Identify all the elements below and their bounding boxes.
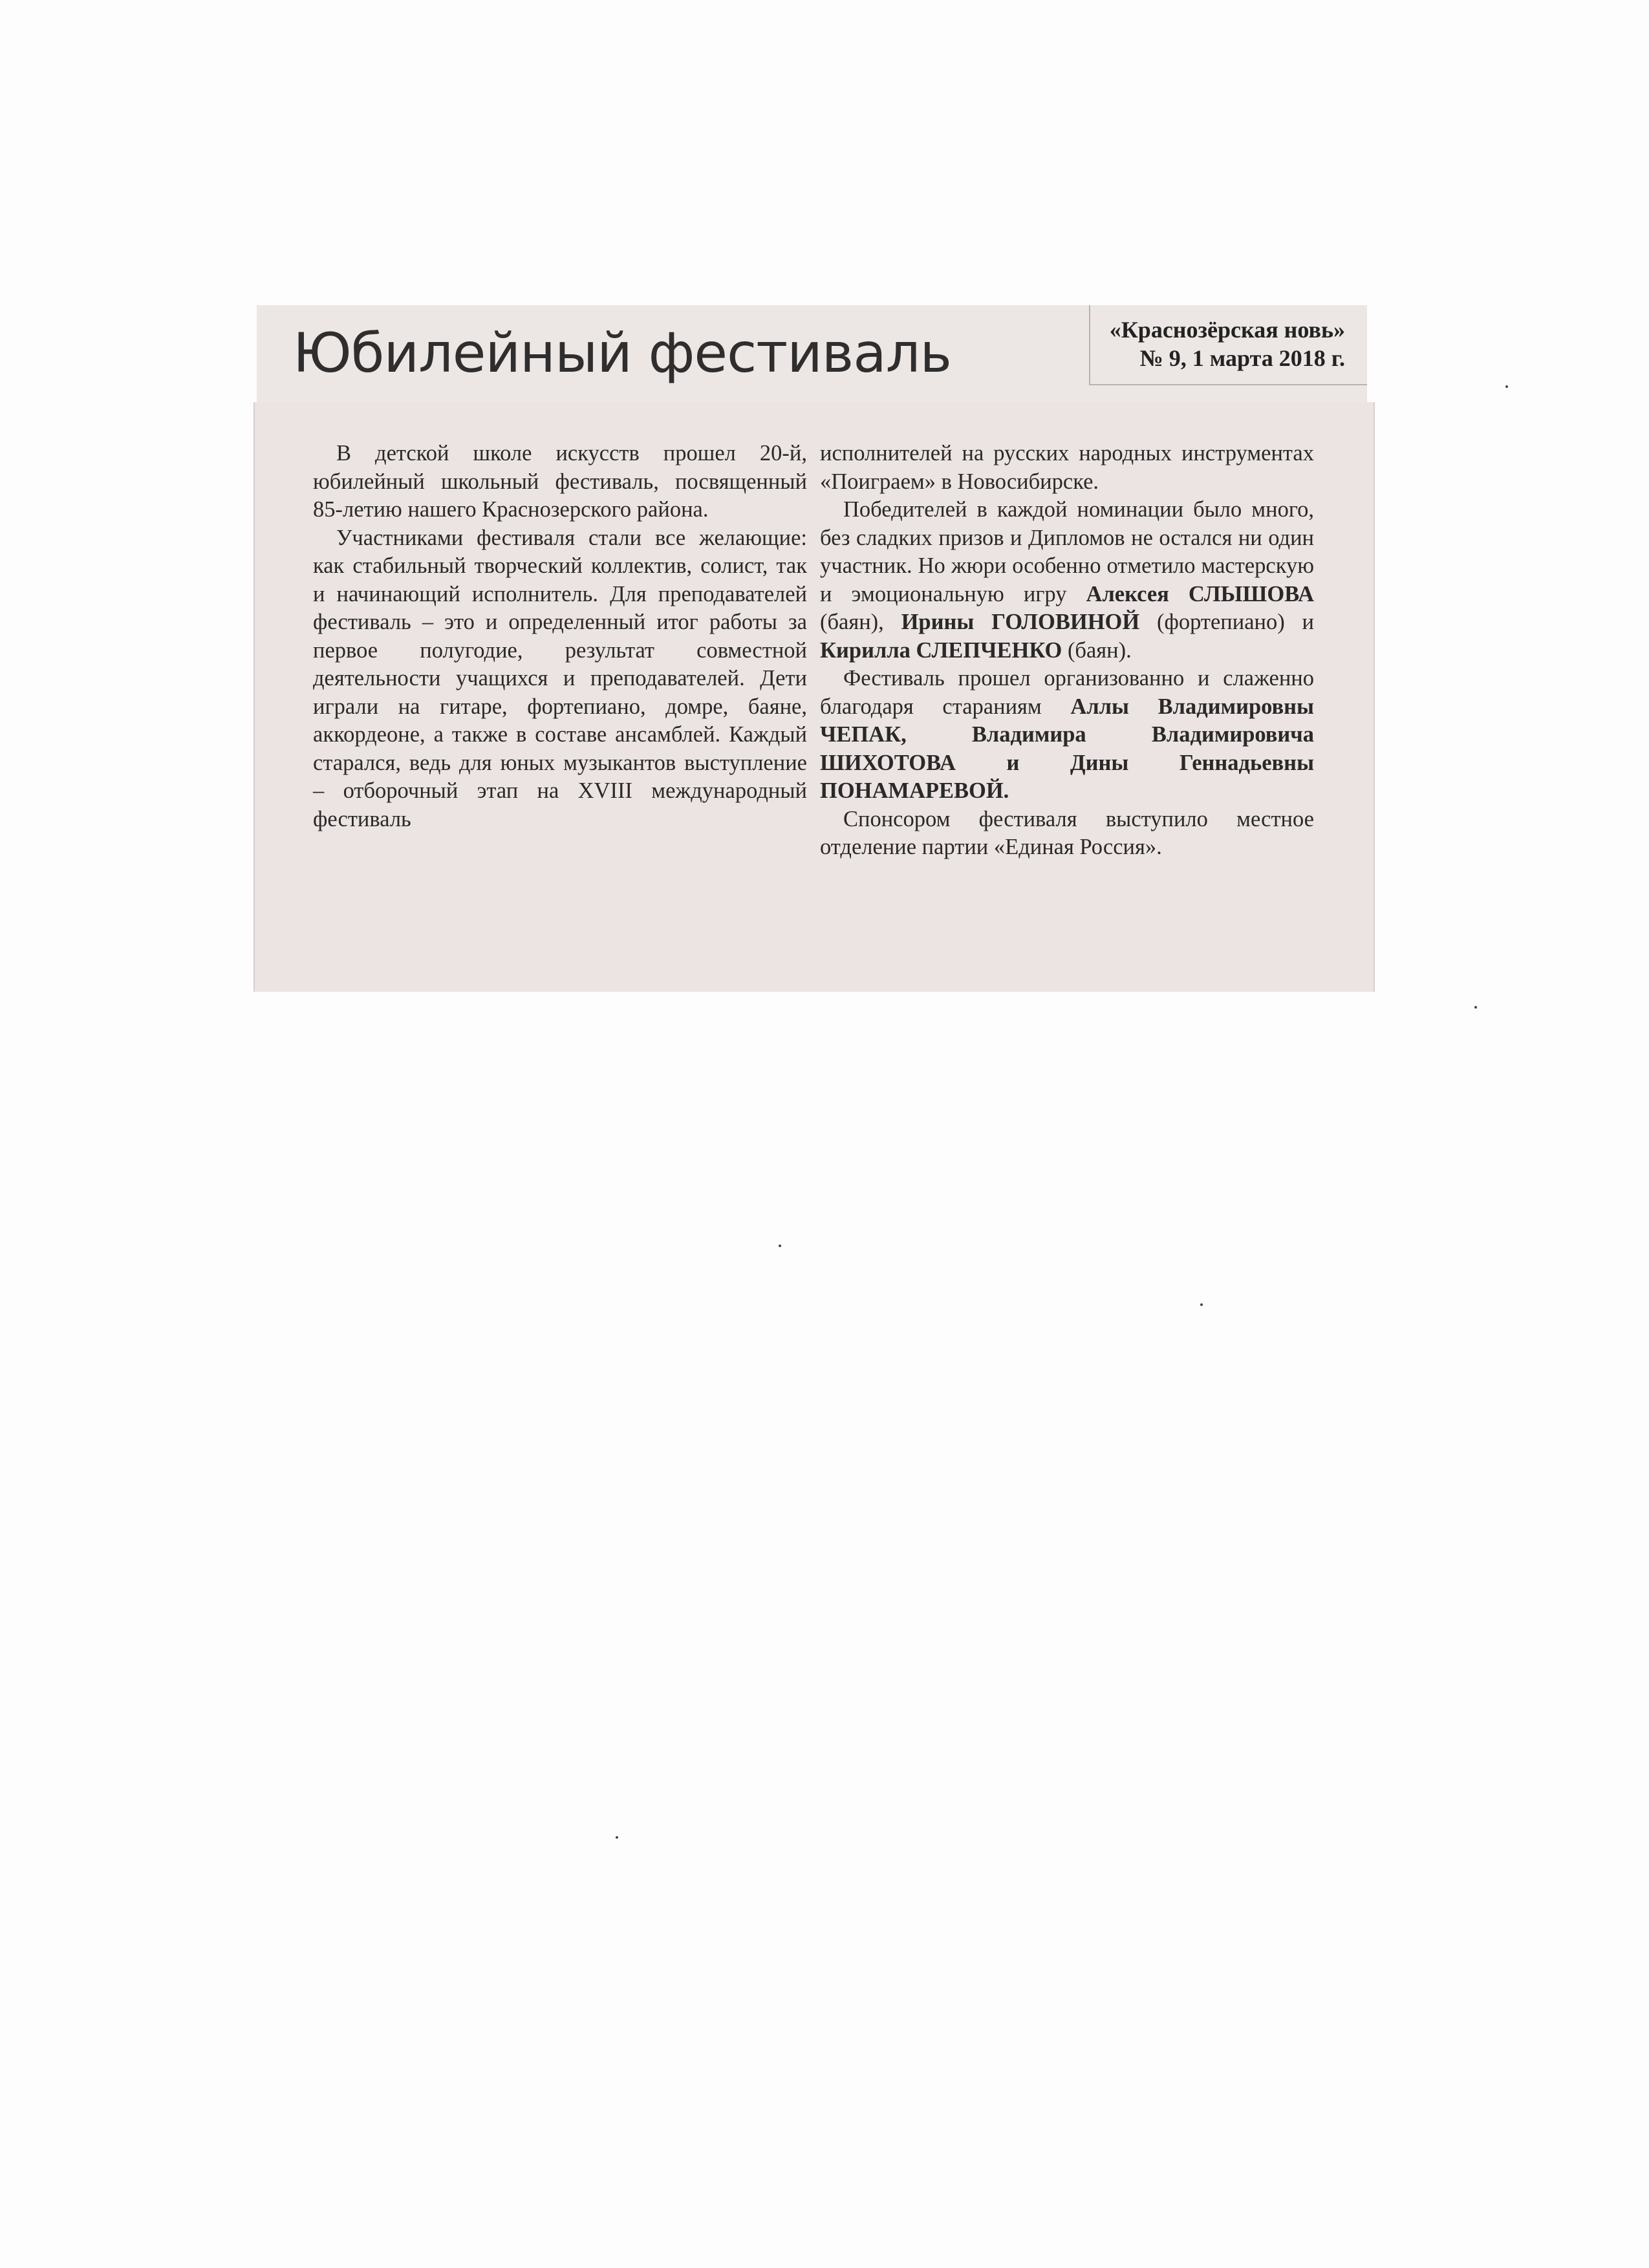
paragraph — [820, 496, 1314, 665]
paragraph: В детской школе искусств прошел 20-й, юбилейный школьный фестиваль, посвященный 85-летию нашего Краснозерского района. — [313, 441, 807, 522]
paragraph-text: (баян), — [820, 610, 901, 634]
paragraph-text: (баян). — [1062, 637, 1132, 663]
scan-speck — [616, 1836, 618, 1839]
performer-name: Алексея СЛЫШОВА — [1086, 581, 1314, 606]
scan-speck — [1505, 385, 1508, 388]
scan-speck — [1474, 1006, 1477, 1009]
issue-info: № 9, 1 марта 2018 г. — [1139, 345, 1345, 371]
paragraph-text: Фестиваль прошел организованно и слаженно благодаря стараниям — [820, 666, 1314, 719]
left-column — [313, 440, 807, 833]
right-column — [820, 440, 1314, 862]
paragraph-continuation: исполнителей на русских народных инструментах «Поиграем» в Новосибирске. — [820, 441, 1314, 494]
scan-speck — [1200, 1303, 1203, 1306]
clipping-body — [253, 402, 1375, 992]
source-box — [1089, 305, 1367, 385]
clipping-header — [257, 305, 1367, 403]
paragraph: Участниками фестиваля стали все желающие: как стабильный творческий коллектив, солист, так и начинающий исполнитель. Для преподавателей фестиваль – это и определенный итог работы за первое полугодие, результат совместной деятельности учащихся и преподавателей. Дети играли на гитаре, фортепиано, домре, баяне, аккордеоне, а также в составе ансамблей. Каждый старался, ведь для юных музыкантов выступление – отборочный этап на XVIII международный фестиваль — [313, 525, 807, 831]
paragraph-text: (фортепиано) и — [1139, 610, 1314, 634]
scan-speck — [779, 1245, 781, 1247]
performer-name: Кирилла СЛЕПЧЕНКО — [820, 637, 1062, 663]
headline: Юбилейный фестиваль — [293, 321, 951, 385]
paragraph-text: Победителей в каждой номинации было много, без сладких призов и Дипломов не остался ни один участник. Но жюри особенно отметило мастерскую и эмоциональную игру — [820, 497, 1314, 606]
paragraph — [820, 665, 1314, 806]
organizer-names: Аллы Владимировны ЧЕПАК, Владимира Владимировича ШИХОТОВА и Дины Геннадьевны ПОНАМАРЕВОЙ. — [820, 694, 1314, 803]
newspaper-name: «Краснозёрская новь» — [1109, 317, 1345, 343]
paragraph: Спонсором фестиваля выступило местное отделение партии «Единая Россия». — [820, 806, 1314, 859]
performer-name: Ирины ГОЛОВИНОЙ — [901, 610, 1140, 634]
